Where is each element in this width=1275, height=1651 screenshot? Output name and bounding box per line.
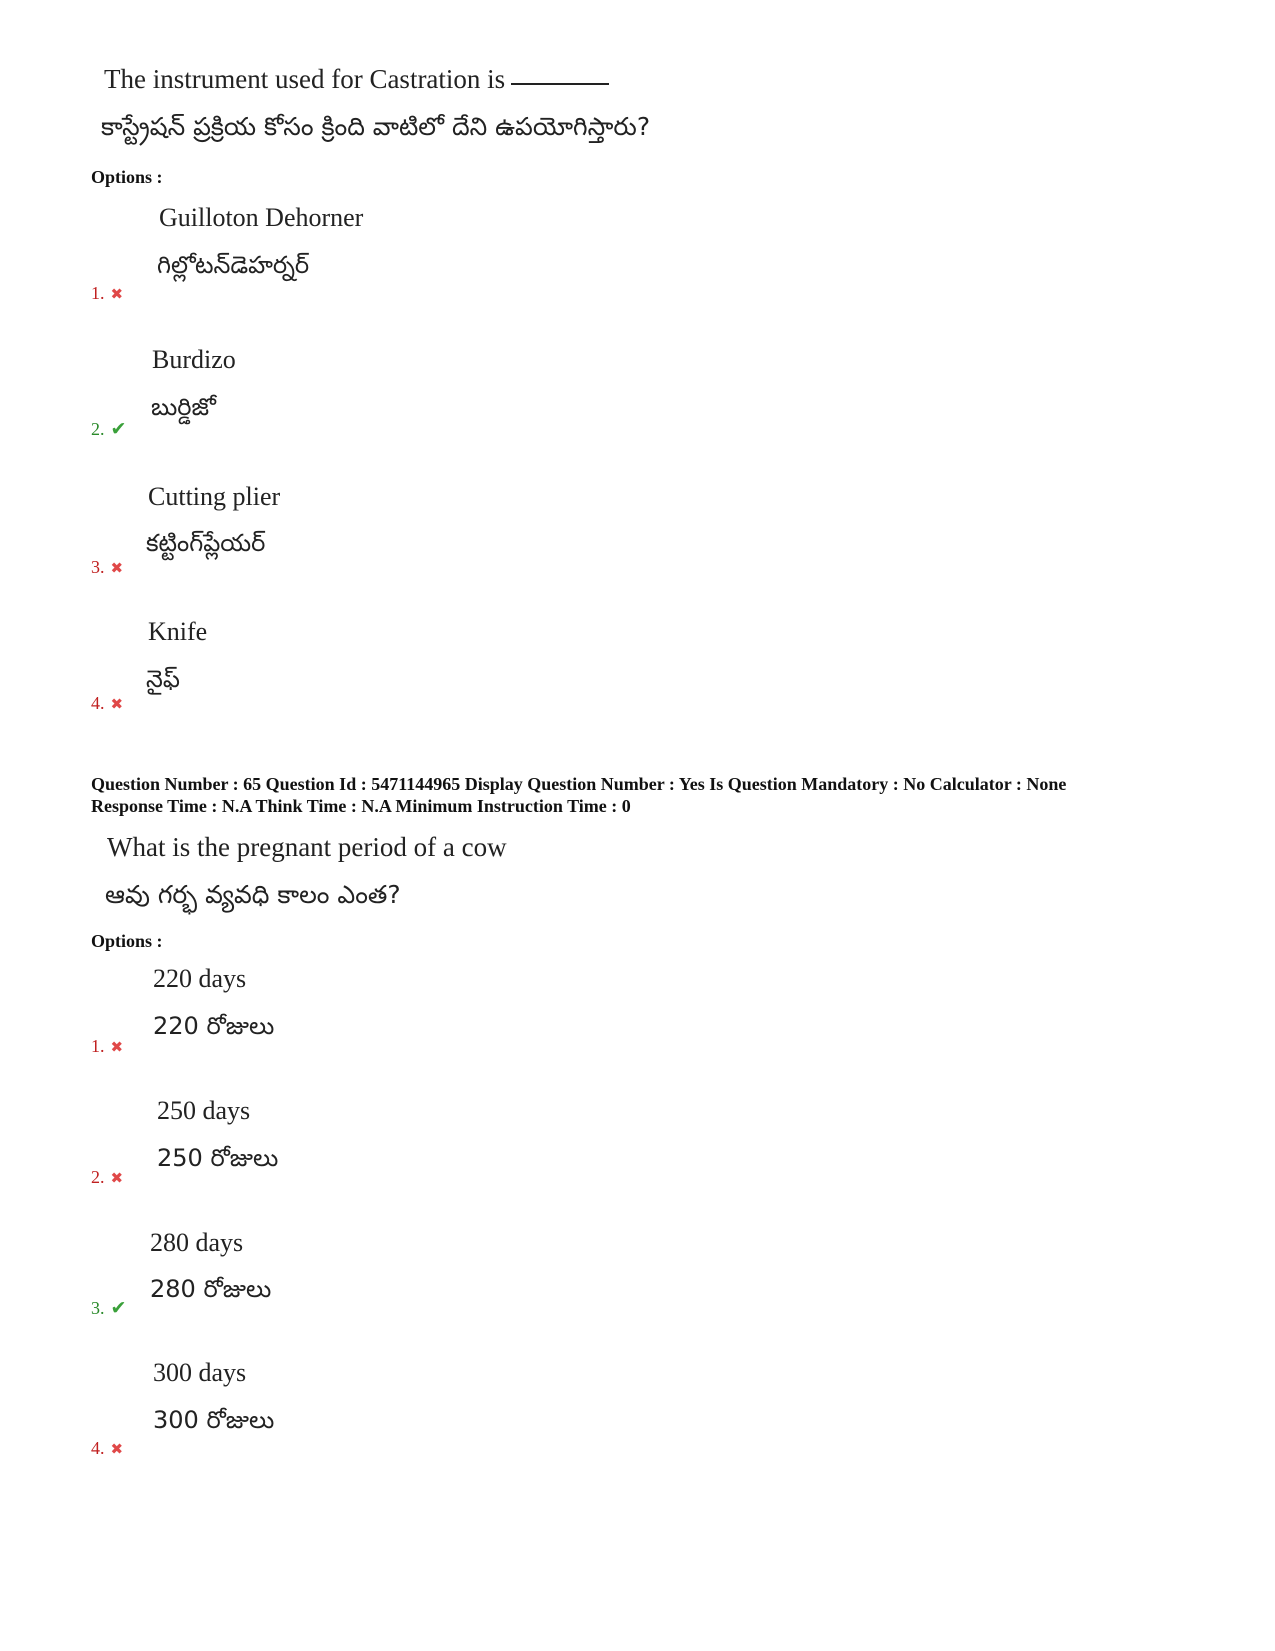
option-3-number [91, 557, 123, 578]
option-number: 2. [91, 1167, 105, 1187]
option-number: 1. [91, 283, 105, 303]
option-1-telugu: 220 రోజులు [153, 1012, 275, 1040]
option-number: 3. [91, 1298, 105, 1318]
cross-icon: ✖ [110, 285, 124, 303]
cross-icon: ✖ [110, 1038, 124, 1056]
answer-blank [511, 83, 609, 85]
option-2-number [91, 418, 126, 440]
cross-icon: ✖ [110, 695, 124, 713]
question-meta-line-1: Question Number : 65 Question Id : 5471144965 Display Question Number : Yes Is Question Mandatory : No Calculator : None [91, 774, 1067, 794]
option-1-english: Guilloton Dehorner [159, 203, 364, 232]
option-2-english: Burdizo [152, 345, 236, 374]
option-number: 4. [91, 693, 105, 713]
option-1-english: 220 days [153, 964, 247, 993]
options-label: Options : [91, 167, 163, 187]
option-4-number [91, 1438, 123, 1459]
option-1-number [91, 283, 123, 304]
option-1-telugu: గిల్లోటన్‌డెహర్నర్ [157, 251, 310, 279]
option-3-telugu: కట్టింగ్‌ప్లేయర్ [146, 529, 266, 557]
question-text-telugu: ఆవు గర్భ వ్యవధి కాలం ఎంత? [105, 880, 401, 909]
option-3-number [91, 1297, 126, 1319]
option-4-english: 300 days [153, 1358, 247, 1387]
option-4-telugu: 300 రోజులు [153, 1406, 275, 1434]
option-number: 2. [91, 419, 105, 439]
question-text-english: What is the pregnant period of a cow [107, 832, 507, 862]
question-meta [91, 773, 1211, 817]
question-text-telugu: కాస్ట్రేషన్ ప్రక్రియ కోసం క్రింది వాటిలో దేని ఉపయోగిస్తారు? [101, 112, 651, 141]
option-1-number [91, 1036, 123, 1057]
option-2-telugu: 250 రోజులు [157, 1144, 279, 1172]
question-text-english [104, 64, 609, 95]
option-3-telugu: 280 రోజులు [150, 1275, 272, 1303]
question-meta-line-2: Response Time : N.A Think Time : N.A Minimum Instruction Time : 0 [91, 796, 631, 816]
option-4-number [91, 693, 123, 714]
options-label: Options : [91, 931, 163, 951]
check-icon: ✔ [110, 1297, 127, 1319]
option-number: 4. [91, 1438, 105, 1458]
option-number: 3. [91, 557, 105, 577]
cross-icon: ✖ [110, 1440, 124, 1458]
option-2-number [91, 1167, 123, 1188]
cross-icon: ✖ [110, 1169, 124, 1187]
option-2-telugu: బుర్డిజో [151, 393, 216, 421]
option-2-english: 250 days [157, 1096, 251, 1125]
option-3-english: Cutting plier [148, 482, 281, 511]
question-text: The instrument used for Castration is [104, 64, 506, 94]
option-3-english: 280 days [150, 1228, 244, 1257]
option-4-english: Knife [148, 617, 208, 646]
option-number: 1. [91, 1036, 105, 1056]
check-icon: ✔ [110, 418, 127, 440]
cross-icon: ✖ [110, 559, 124, 577]
option-4-telugu: నైఫ్ [146, 665, 180, 693]
